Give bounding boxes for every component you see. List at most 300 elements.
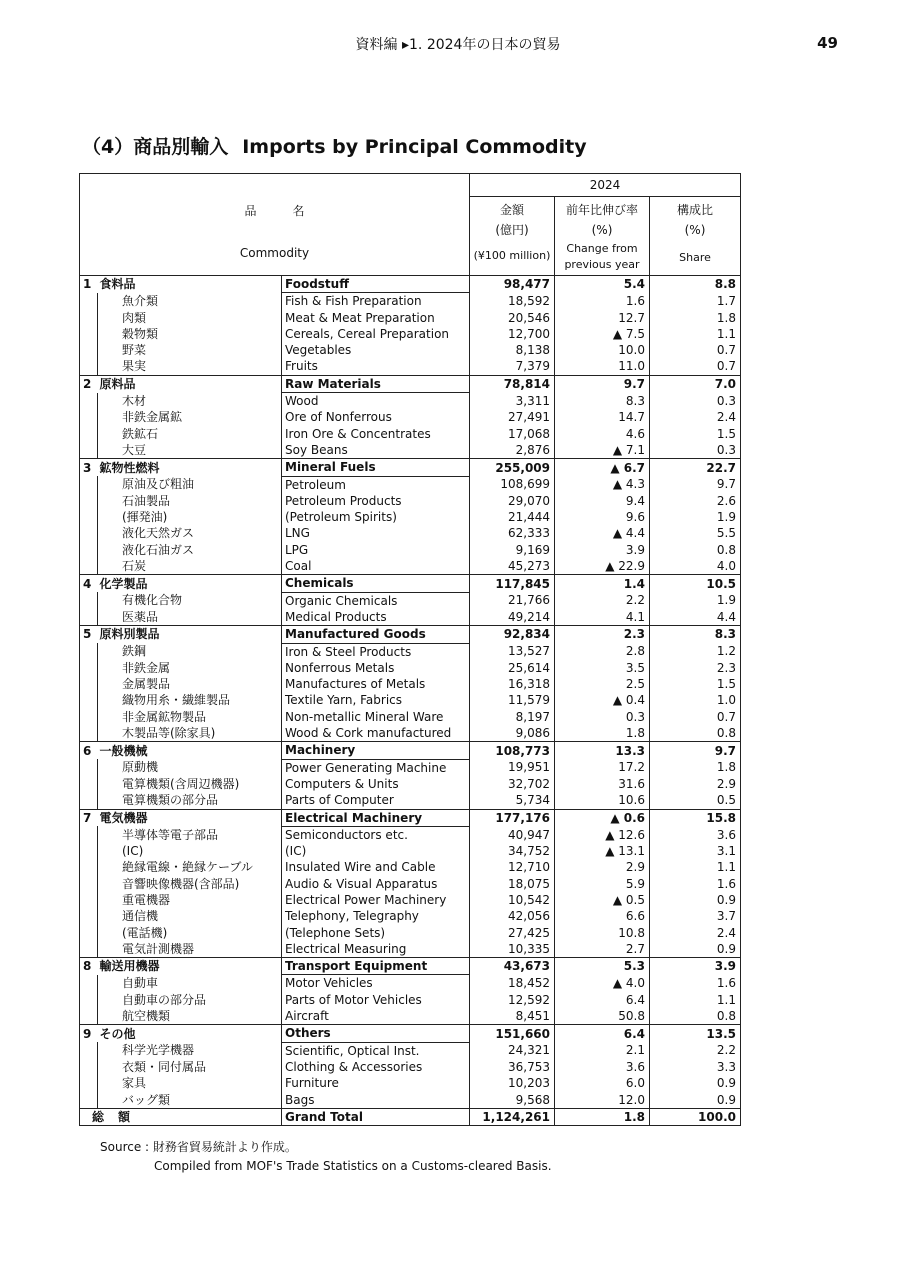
item-amount: 16,318 — [470, 676, 555, 692]
item-row — [80, 676, 741, 692]
item-change: 12.0 — [555, 1092, 650, 1109]
category-amount: 151,660 — [470, 1025, 555, 1042]
item-change: ▲ 7.5 — [555, 326, 650, 342]
category-name-jp: 電気機器 — [99, 810, 148, 825]
item-row — [80, 643, 741, 660]
category-row — [80, 1025, 741, 1042]
item-name-en: (IC) — [282, 843, 470, 859]
item-name-en: Furniture — [282, 1075, 470, 1091]
item-share: 4.0 — [650, 558, 741, 575]
change-header-unit: (%) — [555, 219, 650, 241]
item-name-jp: 航空機類 — [98, 1008, 282, 1025]
item-name-jp: 原動機 — [98, 759, 282, 776]
item-amount: 8,451 — [470, 1008, 555, 1025]
item-row — [80, 1042, 741, 1059]
item-name-en: Ore of Nonferrous — [282, 409, 470, 425]
category-amount: 98,477 — [470, 276, 555, 293]
item-share: 4.4 — [650, 609, 741, 626]
category-row — [80, 626, 741, 643]
item-share: 3.7 — [650, 908, 741, 924]
item-row — [80, 725, 741, 742]
item-change: 2.9 — [555, 859, 650, 875]
item-name-en: Semiconductors etc. — [282, 826, 470, 843]
category-amount: 108,773 — [470, 742, 555, 759]
indent-cell — [80, 525, 98, 541]
item-share: 1.1 — [650, 326, 741, 342]
item-row — [80, 393, 741, 410]
item-share: 2.6 — [650, 493, 741, 509]
item-share: 0.8 — [650, 542, 741, 558]
indent-cell — [80, 1042, 98, 1059]
item-name-en: Medical Products — [282, 609, 470, 626]
item-name-en: Computers & Units — [282, 776, 470, 792]
item-row — [80, 709, 741, 725]
category-share: 10.5 — [650, 575, 741, 592]
item-name-en: Fruits — [282, 358, 470, 375]
item-change: 14.7 — [555, 409, 650, 425]
item-row — [80, 476, 741, 493]
item-row — [80, 1092, 741, 1109]
item-change: 6.0 — [555, 1075, 650, 1091]
item-name-en: Clothing & Accessories — [282, 1059, 470, 1075]
item-name-jp: 重電機器 — [98, 892, 282, 908]
item-amount: 9,568 — [470, 1092, 555, 1109]
indent-cell — [80, 310, 98, 326]
item-share: 0.9 — [650, 941, 741, 958]
item-change: 4.1 — [555, 609, 650, 626]
category-share: 8.8 — [650, 276, 741, 293]
item-change: 9.6 — [555, 509, 650, 525]
item-name-jp: 衣類・同付属品 — [98, 1059, 282, 1075]
item-row — [80, 542, 741, 558]
category-name-jp: 原料別製品 — [99, 627, 160, 642]
source-note — [100, 1138, 552, 1176]
grand-total-jp: 総 額 — [92, 1109, 132, 1124]
category-share: 8.3 — [650, 626, 741, 643]
item-amount: 29,070 — [470, 493, 555, 509]
grand-total-share: 100.0 — [650, 1108, 741, 1125]
item-name-jp: 果実 — [98, 358, 282, 375]
indent-cell — [80, 1075, 98, 1091]
category-share: 22.7 — [650, 459, 741, 476]
item-name-en: Meat & Meat Preparation — [282, 310, 470, 326]
item-name-jp: 電気計測機器 — [98, 941, 282, 958]
category-share: 13.5 — [650, 1025, 741, 1042]
item-share: 1.6 — [650, 975, 741, 992]
indent-cell — [80, 759, 98, 776]
item-name-en: Audio & Visual Apparatus — [282, 876, 470, 892]
item-change: 50.8 — [555, 1008, 650, 1025]
source-jp: 財務省貿易統計より作成。 — [152, 1140, 297, 1154]
item-name-en: Coal — [282, 558, 470, 575]
amount-header-jp: 金額 — [470, 197, 555, 220]
change-header-jp: 前年比伸び率 — [555, 197, 650, 220]
item-change: ▲ 13.1 — [555, 843, 650, 859]
item-name-en: LNG — [282, 525, 470, 541]
item-name-en: Aircraft — [282, 1008, 470, 1025]
item-amount: 17,068 — [470, 426, 555, 442]
grand-total-change: 1.8 — [555, 1108, 650, 1125]
item-change: ▲ 4.0 — [555, 975, 650, 992]
item-amount: 36,753 — [470, 1059, 555, 1075]
item-amount: 62,333 — [470, 525, 555, 541]
item-row — [80, 776, 741, 792]
item-share: 0.7 — [650, 358, 741, 375]
source-label: Source : — [100, 1140, 150, 1154]
item-share: 0.5 — [650, 792, 741, 809]
item-name-en: Wood & Cork manufactured — [282, 725, 470, 742]
item-row — [80, 592, 741, 609]
item-change: 6.4 — [555, 992, 650, 1008]
item-amount: 40,947 — [470, 826, 555, 843]
item-name-en: Parts of Motor Vehicles — [282, 992, 470, 1008]
imports-table — [79, 173, 741, 1126]
category-name-jp: 化学製品 — [99, 576, 148, 591]
title-jp: （4）商品別輸入 — [82, 136, 229, 158]
category-name-en: Chemicals — [282, 575, 470, 592]
item-share: 1.1 — [650, 992, 741, 1008]
item-share: 2.2 — [650, 1042, 741, 1059]
item-amount: 25,614 — [470, 660, 555, 676]
item-row — [80, 692, 741, 708]
category-row — [80, 375, 741, 392]
item-share: 0.7 — [650, 342, 741, 358]
item-share: 0.9 — [650, 1075, 741, 1091]
category-name-jp: 輸送用機器 — [99, 959, 160, 974]
item-row — [80, 609, 741, 626]
item-amount: 11,579 — [470, 692, 555, 708]
item-row — [80, 908, 741, 924]
amount-header-en: (¥100 million) — [470, 241, 555, 276]
commodity-header-jp: 品 名 — [244, 204, 305, 218]
item-name-en: Petroleum Products — [282, 493, 470, 509]
indent-cell — [80, 709, 98, 725]
share-header-jp: 構成比 — [650, 197, 741, 220]
item-amount: 108,699 — [470, 476, 555, 493]
item-amount: 8,138 — [470, 342, 555, 358]
indent-cell — [80, 876, 98, 892]
item-row — [80, 826, 741, 843]
indent-cell — [80, 592, 98, 609]
category-index: 1 — [83, 277, 92, 292]
category-row — [80, 276, 741, 293]
item-row — [80, 1075, 741, 1091]
indent-cell — [80, 1059, 98, 1075]
item-share: 0.8 — [650, 725, 741, 742]
item-share: 1.1 — [650, 859, 741, 875]
commodity-header-cell — [80, 174, 470, 276]
indent-cell — [80, 892, 98, 908]
category-name-en: Foodstuff — [282, 276, 470, 293]
category-share: 15.8 — [650, 809, 741, 826]
indent-cell — [80, 692, 98, 708]
item-amount: 10,542 — [470, 892, 555, 908]
item-name-jp: 穀物類 — [98, 326, 282, 342]
title-en: Imports by Principal Commodity — [242, 136, 587, 158]
section-title: 資料編 ▸1. 2024年の日本の貿易 — [355, 37, 561, 53]
item-row — [80, 310, 741, 326]
category-name-jp: 鉱物性燃料 — [99, 460, 160, 475]
indent-cell — [80, 776, 98, 792]
item-row — [80, 859, 741, 875]
item-amount: 18,075 — [470, 876, 555, 892]
item-name-en: Manufactures of Metals — [282, 676, 470, 692]
item-amount: 8,197 — [470, 709, 555, 725]
item-name-jp: (電話機) — [98, 925, 282, 941]
item-row — [80, 493, 741, 509]
grand-total-amount: 1,124,261 — [470, 1108, 555, 1125]
indent-cell — [80, 293, 98, 310]
category-change: 5.4 — [555, 276, 650, 293]
item-name-en: LPG — [282, 542, 470, 558]
item-share: 1.6 — [650, 876, 741, 892]
item-row — [80, 358, 741, 375]
item-name-jp: 絶縁電線・絶縁ケーブル — [98, 859, 282, 875]
category-change: 9.7 — [555, 375, 650, 392]
category-name-en: Electrical Machinery — [282, 809, 470, 826]
amount-header-unit: (億円) — [470, 219, 555, 241]
item-change: 11.0 — [555, 358, 650, 375]
item-amount: 10,203 — [470, 1075, 555, 1091]
category-index: 9 — [83, 1026, 92, 1041]
item-row — [80, 925, 741, 941]
item-name-jp: 原油及び粗油 — [98, 476, 282, 493]
item-name-jp: 大豆 — [98, 442, 282, 459]
item-amount: 9,169 — [470, 542, 555, 558]
item-row — [80, 509, 741, 525]
indent-cell — [80, 676, 98, 692]
item-name-en: Scientific, Optical Inst. — [282, 1042, 470, 1059]
item-name-en: Textile Yarn, Fabrics — [282, 692, 470, 708]
grand-total-row — [80, 1108, 741, 1125]
item-change: 12.7 — [555, 310, 650, 326]
item-share: 0.9 — [650, 892, 741, 908]
item-change: 4.6 — [555, 426, 650, 442]
table-body — [80, 276, 741, 1109]
item-amount: 18,452 — [470, 975, 555, 992]
indent-cell — [80, 859, 98, 875]
category-index: 4 — [83, 576, 92, 591]
change-header-en-line2: previous year — [564, 258, 640, 271]
item-share: 3.6 — [650, 826, 741, 843]
indent-cell — [80, 925, 98, 941]
item-name-jp: 電算機類の部分品 — [98, 792, 282, 809]
category-name-jp: 一般機械 — [99, 743, 148, 758]
item-amount: 42,056 — [470, 908, 555, 924]
category-name-en: Machinery — [282, 742, 470, 759]
item-share: 3.3 — [650, 1059, 741, 1075]
item-amount: 13,527 — [470, 643, 555, 660]
indent-cell — [80, 342, 98, 358]
item-share: 0.8 — [650, 1008, 741, 1025]
item-share: 1.2 — [650, 643, 741, 660]
item-share: 1.8 — [650, 310, 741, 326]
item-amount: 24,321 — [470, 1042, 555, 1059]
item-name-jp: 魚介類 — [98, 293, 282, 310]
item-change: 10.6 — [555, 792, 650, 809]
indent-cell — [80, 476, 98, 493]
item-change: 2.2 — [555, 592, 650, 609]
item-amount: 12,700 — [470, 326, 555, 342]
category-index: 6 — [83, 743, 92, 758]
item-name-jp: 非鉄金属 — [98, 660, 282, 676]
item-amount: 45,273 — [470, 558, 555, 575]
category-name-jp: 原料品 — [99, 377, 136, 392]
indent-cell — [80, 975, 98, 992]
item-name-en: Telephony, Telegraphy — [282, 908, 470, 924]
item-name-en: Electrical Measuring — [282, 941, 470, 958]
page-header — [0, 34, 916, 54]
item-row — [80, 876, 741, 892]
item-row — [80, 426, 741, 442]
item-amount: 21,766 — [470, 592, 555, 609]
category-share: 3.9 — [650, 958, 741, 975]
item-name-en: Motor Vehicles — [282, 975, 470, 992]
indent-cell — [80, 358, 98, 375]
item-name-en: Iron & Steel Products — [282, 643, 470, 660]
item-row — [80, 992, 741, 1008]
item-name-en: Soy Beans — [282, 442, 470, 459]
item-change: ▲ 0.5 — [555, 892, 650, 908]
item-amount: 10,335 — [470, 941, 555, 958]
item-name-jp: (IC) — [98, 843, 282, 859]
item-name-en: Power Generating Machine — [282, 759, 470, 776]
item-share: 9.7 — [650, 476, 741, 493]
item-change: 3.5 — [555, 660, 650, 676]
indent-cell — [80, 792, 98, 809]
item-name-en: Wood — [282, 393, 470, 410]
item-name-jp: 有機化合物 — [98, 592, 282, 609]
item-amount: 5,734 — [470, 792, 555, 809]
item-name-jp: 肉類 — [98, 310, 282, 326]
indent-cell — [80, 941, 98, 958]
item-name-jp: 木材 — [98, 393, 282, 410]
item-change: 2.5 — [555, 676, 650, 692]
item-change: 2.8 — [555, 643, 650, 660]
category-index: 7 — [83, 810, 92, 825]
indent-cell — [80, 725, 98, 742]
item-share: 3.1 — [650, 843, 741, 859]
item-name-jp: 非金属鉱物製品 — [98, 709, 282, 725]
item-share: 2.3 — [650, 660, 741, 676]
category-amount: 177,176 — [470, 809, 555, 826]
item-change: ▲ 4.4 — [555, 525, 650, 541]
item-share: 1.7 — [650, 293, 741, 310]
change-header-en-line1: Change from — [566, 242, 638, 255]
item-row — [80, 326, 741, 342]
indent-cell — [80, 558, 98, 575]
category-change: 2.3 — [555, 626, 650, 643]
commodity-header-en: Commodity — [239, 246, 310, 260]
item-change: 0.3 — [555, 709, 650, 725]
category-name-jp: 食料品 — [99, 277, 136, 292]
item-amount: 34,752 — [470, 843, 555, 859]
change-header-en — [555, 241, 650, 276]
item-change: 2.7 — [555, 941, 650, 958]
item-name-jp: バッグ類 — [98, 1092, 282, 1109]
item-change: ▲ 12.6 — [555, 826, 650, 843]
item-amount: 12,710 — [470, 859, 555, 875]
item-amount: 27,491 — [470, 409, 555, 425]
share-header-en: Share — [650, 241, 741, 276]
item-row — [80, 409, 741, 425]
item-share: 1.5 — [650, 676, 741, 692]
item-name-jp: 科学光学機器 — [98, 1042, 282, 1059]
item-amount: 49,214 — [470, 609, 555, 626]
item-name-jp: 半導体等電子部品 — [98, 826, 282, 843]
item-share: 0.9 — [650, 1092, 741, 1109]
item-row — [80, 843, 741, 859]
item-amount: 18,592 — [470, 293, 555, 310]
item-change: ▲ 22.9 — [555, 558, 650, 575]
item-amount: 3,311 — [470, 393, 555, 410]
category-amount: 117,845 — [470, 575, 555, 592]
indent-cell — [80, 393, 98, 410]
category-change: 6.4 — [555, 1025, 650, 1042]
item-change: ▲ 4.3 — [555, 476, 650, 493]
item-share: 2.4 — [650, 409, 741, 425]
item-share: 2.9 — [650, 776, 741, 792]
category-index: 8 — [83, 959, 92, 974]
item-amount: 2,876 — [470, 442, 555, 459]
category-row — [80, 575, 741, 592]
item-amount: 19,951 — [470, 759, 555, 776]
grand-total-en: Grand Total — [282, 1108, 470, 1125]
item-amount: 9,086 — [470, 725, 555, 742]
item-share: 0.7 — [650, 709, 741, 725]
item-amount: 21,444 — [470, 509, 555, 525]
category-index: 2 — [83, 377, 92, 392]
item-name-en: Fish & Fish Preparation — [282, 293, 470, 310]
year-header: 2024 — [470, 174, 741, 197]
item-name-en: Electrical Power Machinery — [282, 892, 470, 908]
category-change: 13.3 — [555, 742, 650, 759]
item-row — [80, 1008, 741, 1025]
page-title — [82, 132, 587, 159]
item-name-jp: 家具 — [98, 1075, 282, 1091]
item-amount: 27,425 — [470, 925, 555, 941]
item-name-jp: 金属製品 — [98, 676, 282, 692]
item-change: 10.0 — [555, 342, 650, 358]
category-amount: 78,814 — [470, 375, 555, 392]
indent-cell — [80, 908, 98, 924]
category-share: 7.0 — [650, 375, 741, 392]
item-name-jp: (揮発油) — [98, 509, 282, 525]
indent-cell — [80, 1092, 98, 1109]
item-name-en: Bags — [282, 1092, 470, 1109]
item-name-en: Cereals, Cereal Preparation — [282, 326, 470, 342]
item-name-en: Vegetables — [282, 342, 470, 358]
item-row — [80, 792, 741, 809]
item-name-jp: 織物用糸・繊維製品 — [98, 692, 282, 708]
item-name-en: Non-metallic Mineral Ware — [282, 709, 470, 725]
item-row — [80, 1059, 741, 1075]
category-change: ▲ 0.6 — [555, 809, 650, 826]
category-amount: 255,009 — [470, 459, 555, 476]
item-row — [80, 342, 741, 358]
indent-cell — [80, 826, 98, 843]
item-name-jp: 石油製品 — [98, 493, 282, 509]
category-index: 3 — [83, 460, 92, 475]
item-share: 1.5 — [650, 426, 741, 442]
category-row — [80, 742, 741, 759]
item-change: 3.9 — [555, 542, 650, 558]
item-name-en: Insulated Wire and Cable — [282, 859, 470, 875]
item-row — [80, 558, 741, 575]
item-name-en: Nonferrous Metals — [282, 660, 470, 676]
item-change: 9.4 — [555, 493, 650, 509]
item-row — [80, 759, 741, 776]
